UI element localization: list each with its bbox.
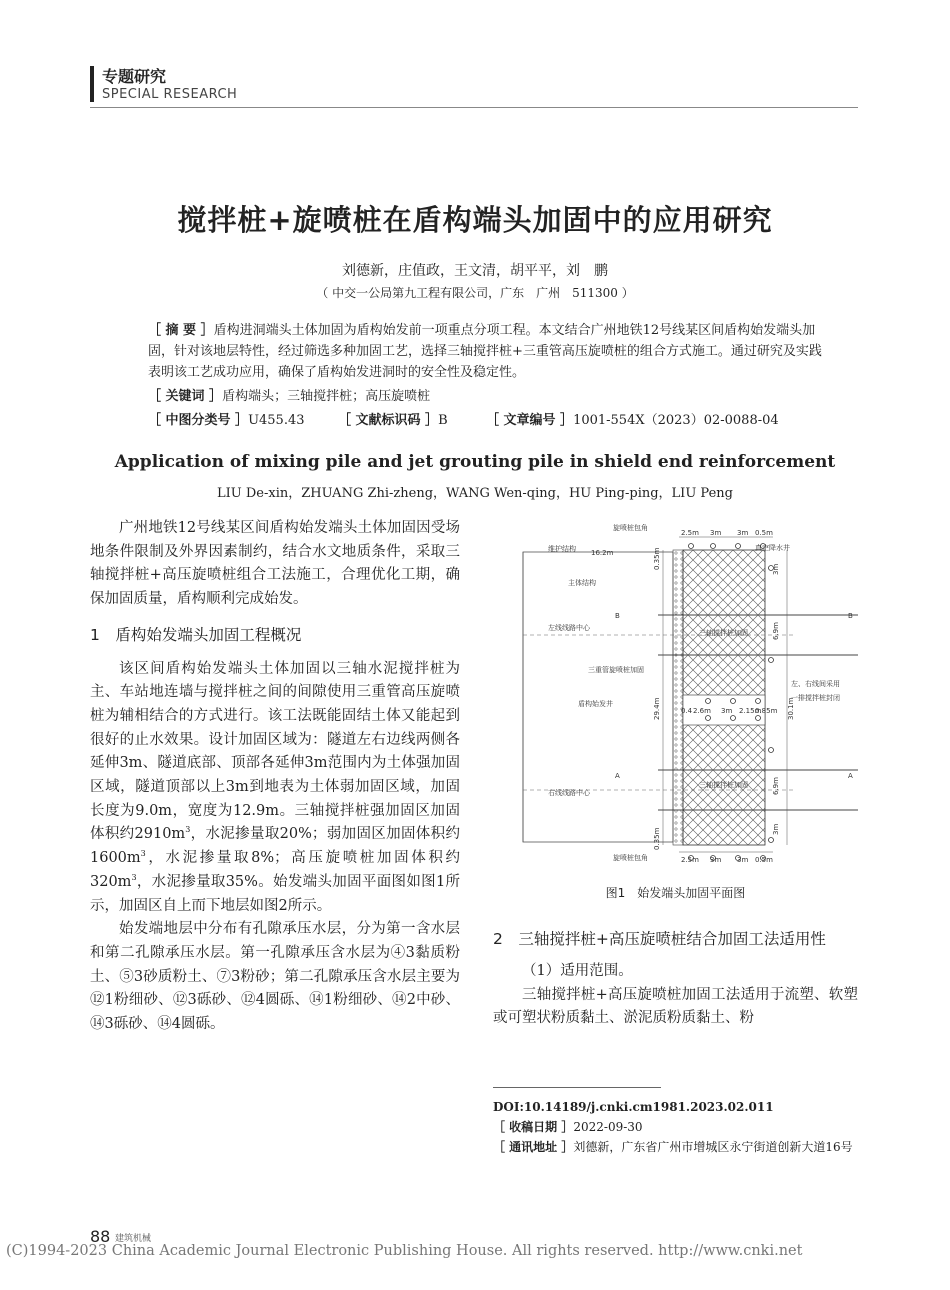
mid-3: 3m xyxy=(721,707,733,715)
dim-3b: 3m xyxy=(737,529,749,537)
article-value: 1001-554X（2023）02-0088-04 xyxy=(573,413,779,428)
address-label: ［ 通讯地址 ］ xyxy=(493,1140,574,1154)
label-support-len: 16.2m xyxy=(591,549,614,557)
label-support: 维护结构 xyxy=(548,545,576,553)
section-2-heading: 2 三轴搅拌桩+高压旋喷桩结合加固工法适用性 xyxy=(493,930,826,948)
received-date: 2022-09-30 xyxy=(573,1120,643,1134)
journal-name: 建筑机械 xyxy=(115,1234,152,1244)
abstract-text: 盾构进洞端头土体加固为盾构始发前一项重点分项工程。本文结合广州地铁12号线某区间盾构始发端头加固，针对该地层特性，经过筛选多种加固工艺，选择三轴搅拌桩+三重管高压旋喷桩的组合方式施工。通过研究及实践表明该工艺成功应用，确保了盾构始发进洞时的安全性及稳定性。 xyxy=(148,323,822,380)
overview-text-d: ，水泥掺量取35%。始发端头加固平面图如图1所示，加固区自上而下地层如图2所示。 xyxy=(90,873,460,914)
dim-0-5-bottom: 0.5m xyxy=(755,856,773,864)
header-bar xyxy=(90,66,94,102)
axis-b-left: B xyxy=(615,612,620,620)
dim-29-4: 29.4m xyxy=(653,697,661,720)
scope-paragraph: （1）适用范围。 xyxy=(522,963,633,979)
label-right-line: 右线线路中心 xyxy=(548,789,590,797)
figure-caption: 图1 始发端头加固平面图 xyxy=(605,886,746,900)
dim-6-9-bottom: 6.9m xyxy=(772,777,780,795)
paper-title: 搅拌桩+旋喷桩在盾构端头加固中的应用研究 xyxy=(177,203,773,237)
footnote-rule xyxy=(493,1087,661,1088)
mid-0-4: 0.4 xyxy=(681,707,693,715)
strata-paragraph: 始发端地层中分布有孔隙承压水层，分为第一含水层和第二孔隙承压水层。第一孔隙承压含水层为④3黏质粉土、⑤3砂质粉土、⑦3粉砂；第二孔隙承压含水层主要为⑫1粉细砂、⑫3砾砂、⑫4圆砾、⑭1粉细砂、⑭2中砂、⑭3砾砂、⑭4圆砾。 xyxy=(90,921,460,1033)
overview-text-a: 该区间盾构始发端头土体加固以三轴水泥搅拌桩为主、车站地连墙与搅拌桩之间的间隙使用三重管高压旋喷桩为辅相结合的方式进行。该工法既能固结土体又能起到很好的止水效果。设计加固区域为：隧道左右边线两侧各延伸3m、隧道底部、顶部各延伸3m范围内为土体强加固区域，隧道顶部以上3m到地表为土体弱加固区域，加固长度为9.0m，宽度为12.9m。三轴搅拌桩强加固区加固体积约2910m xyxy=(90,660,460,843)
overview-paragraph xyxy=(90,658,460,919)
doc-value: B xyxy=(438,413,448,428)
classification-line xyxy=(148,410,828,431)
overview-text-c: ，水泥掺量取8%；高压旋喷桩加固体积约320m xyxy=(90,850,460,890)
axis-b-right: B xyxy=(848,612,853,620)
dim-3-vert-bottom: 3m xyxy=(772,823,780,835)
dim-0-35-top: 0.35m xyxy=(653,547,661,570)
address: 刘德新，广东省广州市增城区永宁街道创新大道16号 xyxy=(573,1140,853,1154)
label-dewater: 真空降水井 xyxy=(755,544,790,552)
label-mix-top: 三轴搅拌桩加固 xyxy=(699,629,748,637)
label-bottom-corner: 旋喷桩包角 xyxy=(613,854,648,862)
dim-3-bottom: 3m xyxy=(710,856,722,864)
right-column xyxy=(493,926,858,1031)
header-rule xyxy=(90,107,858,108)
label-triple-pipe: 三重管旋喷桩加固 xyxy=(588,666,644,674)
keywords-label: ［ 关键词 ］ xyxy=(148,389,223,404)
section-title-en: SPECIAL RESEARCH xyxy=(102,87,238,102)
sup-3: 3 xyxy=(185,825,191,835)
dim-2-5: 2.5m xyxy=(681,529,699,537)
dim-3b-bottom: 3m xyxy=(737,856,749,864)
scope-text: 三轴搅拌桩+高压旋喷桩加固工法适用于流塑、软塑或可塑状粉质黏土、淤泥质粉质黏土、粉 xyxy=(493,986,858,1027)
clc-label: ［ 中图分类号 ］ xyxy=(148,413,249,428)
dim-0-35-bottom: 0.35m xyxy=(653,827,661,850)
label-left-line: 左线线路中心 xyxy=(548,624,590,632)
mid-0-85: 0.85m xyxy=(755,707,778,715)
article-label: ［ 文章编号 ］ xyxy=(486,413,574,428)
doc-label: ［ 文献标识码 ］ xyxy=(338,413,439,428)
copyright-notice: (C)1994-2023 China Academic Journal Electronic Publishing House. All rights reserved. http://www.cnki.net xyxy=(6,1243,803,1259)
abstract-label: ［ 摘 要 ］ xyxy=(148,323,214,338)
station-outline xyxy=(523,552,673,842)
label-side-note-2: 一排搅拌桩封闭 xyxy=(791,694,840,702)
received-label: ［ 收稿日期 ］ xyxy=(493,1120,574,1134)
footnote xyxy=(493,1097,858,1157)
section-1-heading: 1 盾构始发端头加固工程概况 xyxy=(90,625,302,644)
dim-2-5-bottom: 2.5m xyxy=(681,856,699,864)
mid-2-6: 2.6m xyxy=(693,707,711,715)
label-top-corner: 旋喷桩包角 xyxy=(613,524,648,532)
label-shaft: 盾构始发井 xyxy=(578,700,613,708)
section-title-cn: 专题研究 xyxy=(102,67,167,86)
axis-a-right: A xyxy=(848,772,853,780)
label-mix-bottom: 三轴搅拌桩加固 xyxy=(699,781,748,789)
dim-30-1: 30.1m xyxy=(787,697,795,720)
sup-3: 3 xyxy=(140,849,146,859)
dim-3-vert-top: 3m xyxy=(772,563,780,575)
clc-value: U455.43 xyxy=(248,413,305,428)
page-number: 88 xyxy=(90,1227,111,1246)
sup-3: 3 xyxy=(131,873,137,883)
intro-paragraph: 广州地铁12号线某区间盾构始发端头土体加固因受场地条件限制及外界因素制约，结合水文地质条件，采取三轴搅拌桩+高压旋喷桩组合工法施工，合理优化工期，确保加固质量，盾构顺利完成始发。 xyxy=(90,520,460,608)
authors: 刘德新，庄值政，王文清，胡平平，刘 鹏 xyxy=(342,263,608,279)
label-side-note-1: 左、右线间采用 xyxy=(791,680,840,688)
left-column xyxy=(90,517,460,1037)
keywords-text: 盾构端头；三轴搅拌桩；高压旋喷桩 xyxy=(222,389,431,404)
label-main: 主体结构 xyxy=(568,579,596,587)
dim-6-9-top: 6.9m xyxy=(772,622,780,640)
jet-grouting-zone xyxy=(673,550,683,845)
axis-a-left: A xyxy=(615,772,620,780)
english-title: Application of mixing pile and jet grouting pile in shield end reinforcement xyxy=(114,452,836,472)
doi: DOI:10.14189/j.cnki.cm1981.2023.02.011 xyxy=(493,1100,774,1114)
figure-1-plan xyxy=(493,520,858,865)
overview-text-b: ，水泥掺量取20%；弱加固区加固体积约1600m xyxy=(90,826,460,867)
english-authors: LIU De-xin，ZHUANG Zhi-zheng，WANG Wen-qing，HU Ping-ping，LIU Peng xyxy=(217,486,733,501)
dim-0-5: 0.5m xyxy=(755,529,773,537)
dim-3: 3m xyxy=(710,529,722,537)
keywords xyxy=(148,386,828,407)
mid-2-15: 2.15m xyxy=(739,707,762,715)
abstract xyxy=(148,320,828,383)
affiliation: （ 中交一公局第九工程有限公司，广东 广州 511300 ） xyxy=(316,286,634,300)
